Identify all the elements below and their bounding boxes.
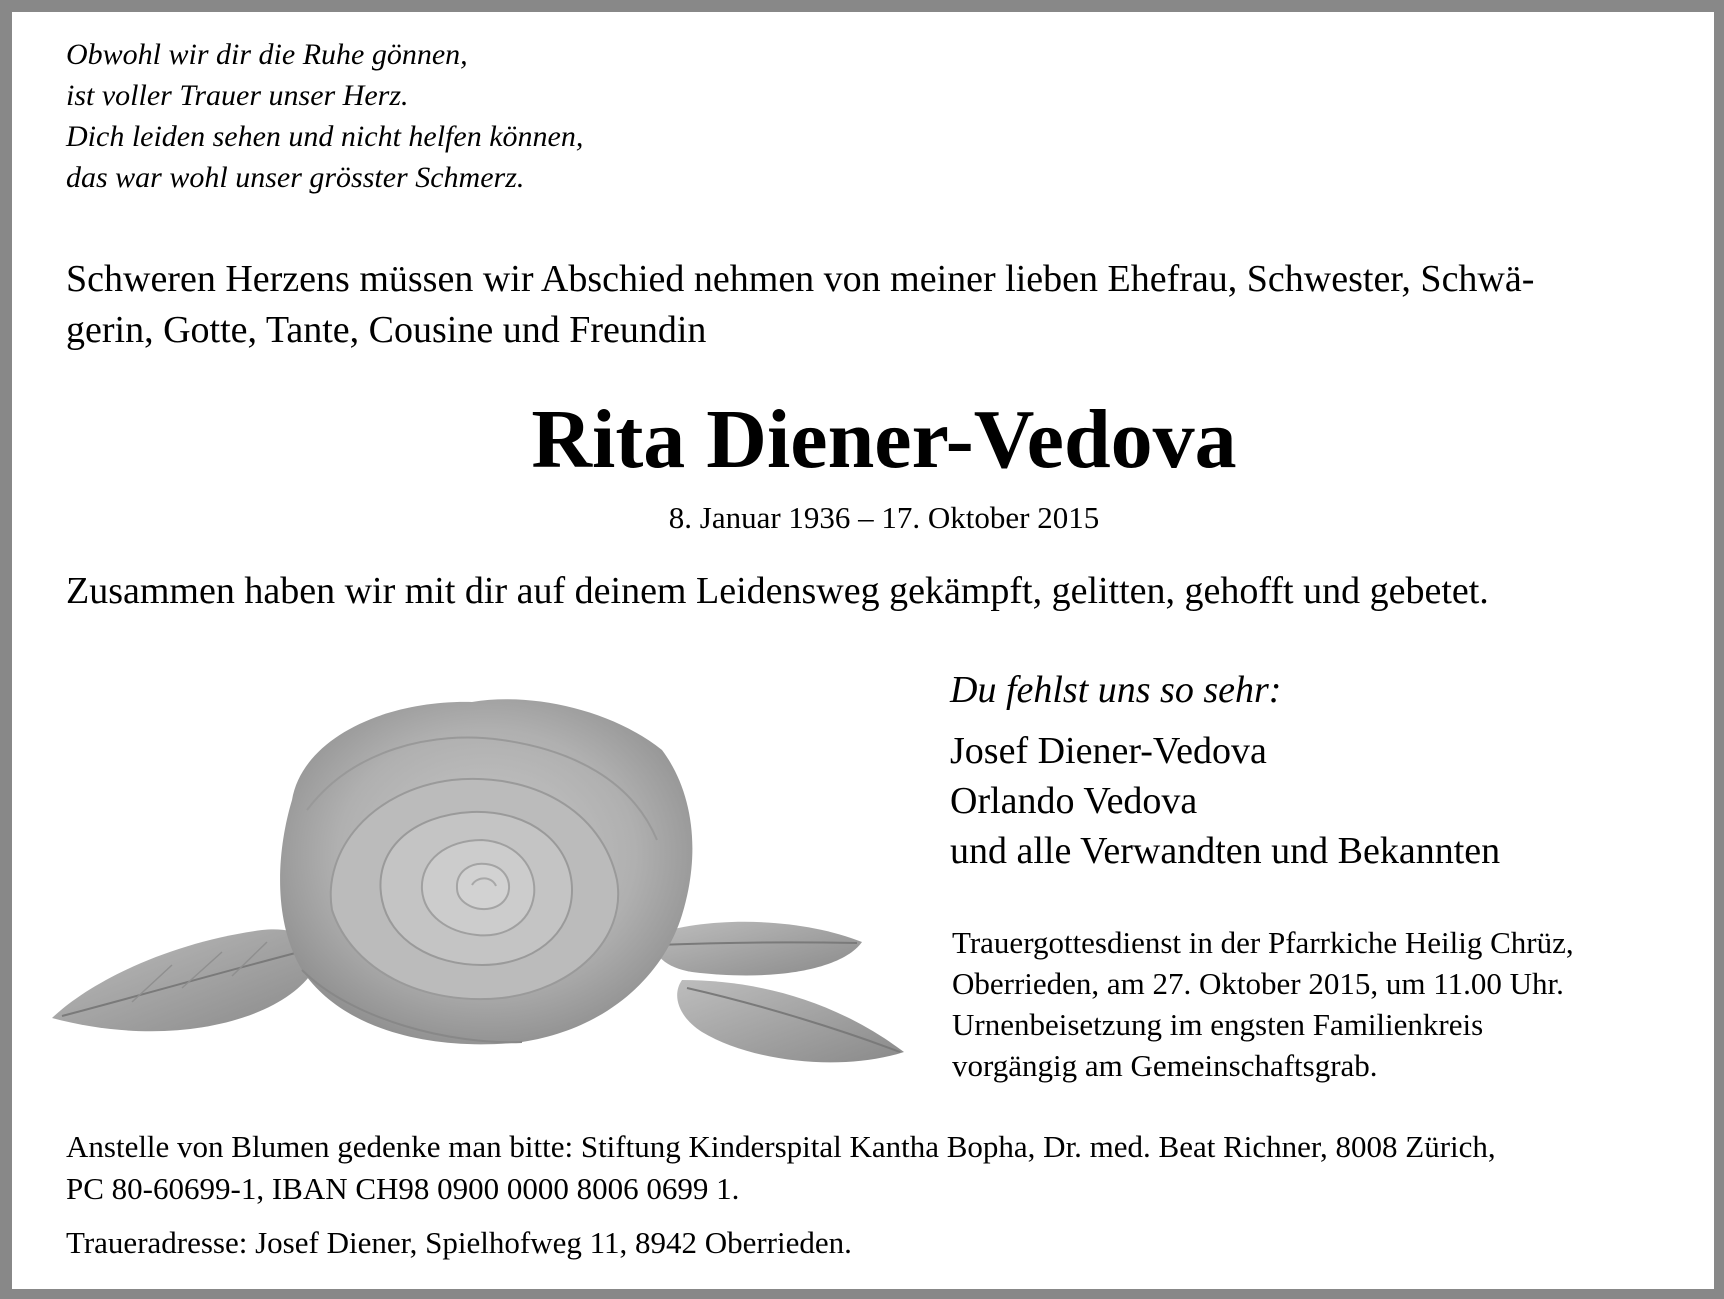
poem-line: Dich leiden sehen und nicht helfen können, [66,120,584,153]
mourners-list [950,726,1500,876]
intro-line: gerin, Gotte, Tante, Cousine und Freundin [66,309,707,351]
service-line: Oberrieden, am 27. Oktober 2015, um 11.00 Uhr. [952,966,1564,1001]
right-leaf-bottom [677,980,904,1062]
deceased-name: Rita Diener-Vedova [531,393,1237,486]
left-leaf [52,929,316,1031]
together-text: Zusammen haben wir mit dir auf deinem Leidensweg gekämpft, gelitten, gehofft und gebetet. [66,570,1489,612]
donation-line: Anstelle von Blumen gedenke man bitte: Stiftung Kinderspital Kantha Bopha, Dr. med. Beat Richner, 8008 Zürich, [66,1129,1496,1164]
service-line: vorgängig am Gemeinschaftsgrab. [952,1048,1378,1083]
poem-line: Obwohl wir dir die Ruhe gönnen, [66,38,468,71]
intro-text [66,254,1686,356]
mourner-name: Orlando Vedova [950,780,1198,822]
donation-info [66,1126,1496,1210]
service-line: Trauergottesdienst in der Pfarrkiche Heilig Chrüz, [952,925,1574,960]
life-dates: 8. Januar 1936 – 17. Oktober 2015 [668,500,1100,535]
poem [66,34,583,198]
mourners-heading: Du fehlst uns so sehr: [950,669,1282,711]
intro-line: Schweren Herzens müssen wir Abschied nehmen von meiner lieben Ehefrau, Schwester, Schwä- [66,258,1535,300]
mourning-address: Traueradresse: Josef Diener, Spielhofweg 11, 8942 Oberrieden. [66,1225,852,1260]
service-line: Urnenbeisetzung im engsten Familienkreis [952,1007,1484,1042]
poem-line: ist voller Trauer unser Herz. [66,79,409,112]
service-info [952,922,1574,1086]
mourner-name: und alle Verwandten und Bekannten [950,830,1501,872]
right-leaf-top [652,922,862,976]
rose-icon [52,680,942,1090]
mourner-name: Josef Diener-Vedova [950,730,1267,772]
donation-line: PC 80-60699-1, IBAN CH98 0900 0000 8006 0699 1. [66,1171,740,1206]
poem-line: das war wohl unser grösster Schmerz. [66,161,525,194]
